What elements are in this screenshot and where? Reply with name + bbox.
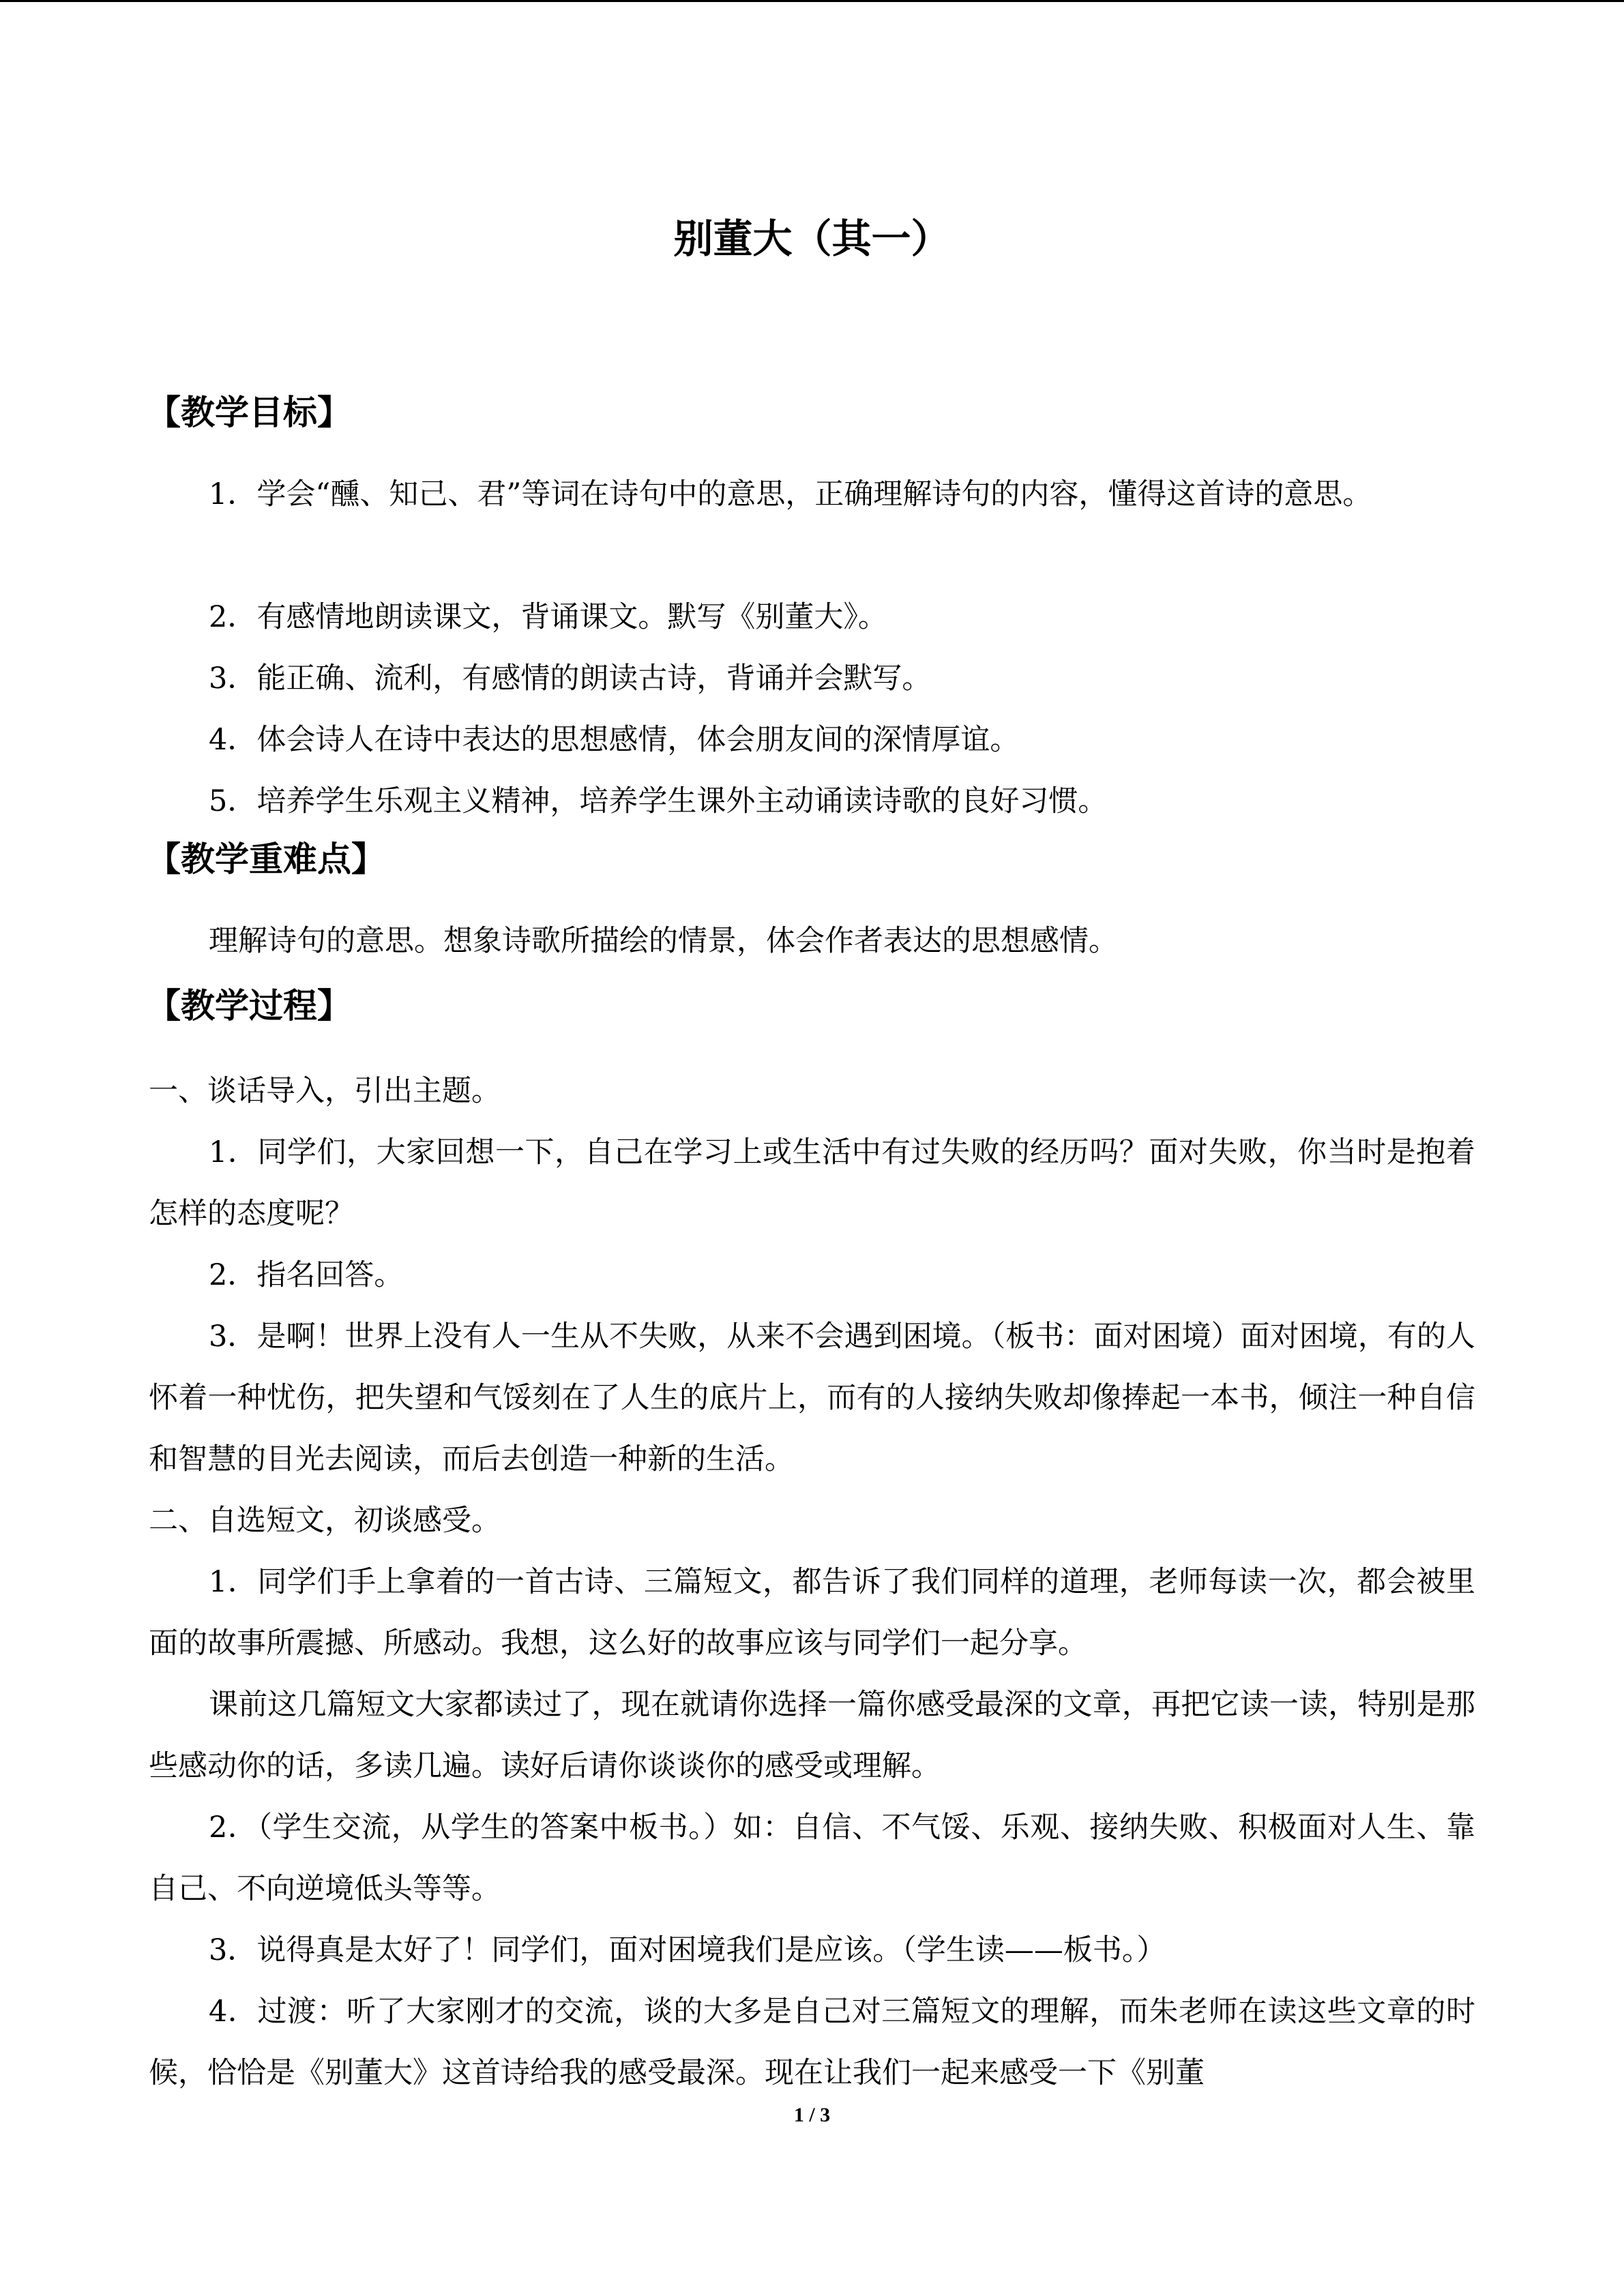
objective-item-2: 2．有感情地朗读课文，背诵课文。默写《别董大》。 [209,600,887,634]
heading-difficulties: 【教学重难点】 [147,839,385,879]
top-border-line [0,0,1624,2]
page-number: 1 / 3 [793,2104,831,2126]
process-part1-title: 一、谈话导入，引出主题。 [149,1074,501,1108]
process-part2-item-5: 4．过渡：听了大家刚才的交流，谈的大多是自己对三篇短文的理解，而朱老师在读这些文章的时候，恰恰是《别董大》这首诗给我的感受最深。现在让我们一起来感受一下《别董 [149,1995,1475,2090]
process-part1-item-2: 2．指名回答。 [209,1258,404,1292]
process-part1-item-3: 3．是啊！世界上没有人一生从不失败，从来不会遇到困境。（板书：面对困境）面对困境，有的人怀着一种忧伤，把失望和气馁刻在了人生的底片上，而有的人接纳失败却像捧起一本书，倾注一种自信和智慧的目光去阅读，而后去创造一种新的生活。 [149,1320,1475,1476]
difficulties-text: 理解诗句的意思。想象诗歌所描绘的情景，体会作者表达的思想感情。 [209,924,1118,958]
process-part2-item-4: 3．说得真是太好了！同学们，面对困境我们是应该。（学生读——板书。） [209,1933,1166,1967]
objective-item-3: 3．能正确、流利，有感情的朗读古诗，背诵并会默写。 [209,661,932,696]
process-part2-item-3: 2．（学生交流，从学生的答案中板书。）如：自信、不气馁、乐观、接纳失败、积极面对人生、靠自己、不向逆境低头等等。 [149,1810,1475,1906]
heading-objectives: 【教学目标】 [147,393,351,432]
process-part2-title: 二、自选短文，初谈感受。 [149,1504,501,1538]
objective-item-1: 1．学会“醺、知己、君”等词在诗句中的意思，正确理解诗句的内容，懂得这首诗的意思。 [209,477,1372,511]
process-part1-item-1: 1．同学们，大家回想一下，自己在学习上或生活中有过失败的经历吗？面对失败，你当时是抱着怎样的态度呢？ [149,1135,1475,1231]
heading-process: 【教学过程】 [147,986,351,1026]
process-part2-item-2: 课前这几篇短文大家都读过了，现在就请你选择一篇你感受最深的文章，再把它读一读，特别是那些感动你的话，多读几遍。读好后请你谈谈你的感受或理解。 [149,1688,1475,1783]
process-part2-item-1: 1．同学们手上拿着的一首古诗、三篇短文，都告诉了我们同样的道理，老师每读一次，都会被里面的故事所震撼、所感动。我想，这么好的故事应该与同学们一起分享。 [149,1565,1475,1660]
document-title: 别董大（其一） [673,215,951,262]
objective-item-4: 4．体会诗人在诗中表达的思想感情，体会朋友间的深情厚谊。 [209,723,1020,757]
objective-item-5: 5．培养学生乐观主义精神，培养学生课外主动诵读诗歌的良好习惯。 [209,784,1108,818]
